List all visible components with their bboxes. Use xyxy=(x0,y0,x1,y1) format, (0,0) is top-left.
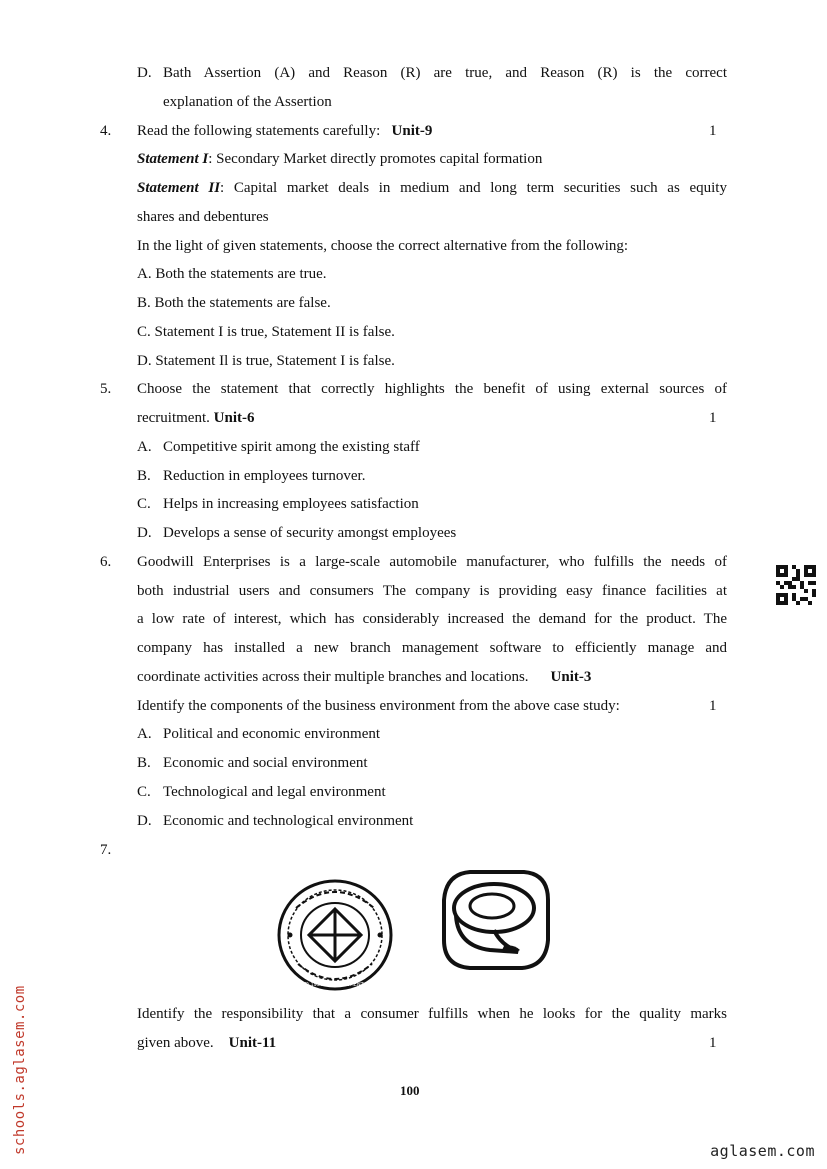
q3-option-d-letter: D. xyxy=(137,65,152,81)
q6-unit: Unit-3 xyxy=(550,669,592,685)
q6-line1: Goodwill Enterprises is a large-scale automobile manufacturer, who fulfills the needs of xyxy=(137,554,727,570)
footer-watermark: aglasem.com xyxy=(710,1142,815,1160)
q3-option-d-line2: explanation of the Assertion xyxy=(163,94,332,110)
q6-line3: a low rate of interest, which has considerably increased the demand for the product. The xyxy=(137,611,727,627)
q6-option-b-text: Economic and social environment xyxy=(163,755,368,771)
q5-option-a xyxy=(137,438,420,456)
q4-option-c: C. Statement I is true, Statement II is false. xyxy=(137,324,395,340)
q6-option-b-letter: B. xyxy=(137,755,151,771)
quality-mark-logo xyxy=(440,868,552,977)
q7-number: 7. xyxy=(100,842,112,858)
quality-seal-logo xyxy=(276,878,394,997)
q6-option-b xyxy=(137,754,368,772)
q6-option-a-letter: A. xyxy=(137,726,152,742)
q5-option-d-text: Develops a sense of security amongst employees xyxy=(163,525,457,541)
q4-unit: Unit-9 xyxy=(391,123,433,139)
q5-option-d-letter: D. xyxy=(137,525,152,541)
q5-option-b-letter: B. xyxy=(137,468,151,484)
q6-number: 6. xyxy=(100,554,112,570)
q5-unit: Unit-6 xyxy=(213,410,255,426)
q4-statement-1-label: Statement I xyxy=(137,151,209,167)
q7-unit: Unit-11 xyxy=(228,1035,277,1051)
q6-line5: coordinate activities across their multiple branches and locations. xyxy=(137,669,529,685)
q4-statement-2 xyxy=(137,179,727,197)
seal-text: CAND · AD 1937 · GOVERNMENT OF INDIA xyxy=(282,982,388,988)
q6-option-c-letter: C. xyxy=(137,784,151,800)
q4-intro: Read the following statements carefully: xyxy=(137,123,381,139)
q6-marks: 1 xyxy=(709,698,717,714)
q6-option-c-text: Technological and legal environment xyxy=(163,784,386,800)
q7-line2: given above. xyxy=(137,1035,214,1051)
q7-line1: Identify the responsibility that a consumer fulfills when he looks for the quality marks xyxy=(137,1006,727,1022)
q4-option-b: B. Both the statements are false. xyxy=(137,295,331,311)
q5-option-b-text: Reduction in employees turnover. xyxy=(163,468,366,484)
q4-option-d: D. Statement Il is true, Statement I is false. xyxy=(137,353,395,369)
q6-line2: both industrial users and consumers The company is providing easy finance facilities at xyxy=(137,583,727,599)
q6-line4: company has installed a new branch management software to efficiently manage and xyxy=(137,640,727,656)
q6-option-d-text: Economic and technological environment xyxy=(163,813,414,829)
q4-marks: 1 xyxy=(709,123,717,139)
q5-number: 5. xyxy=(100,381,112,397)
q5-option-b xyxy=(137,467,365,485)
q6-option-d xyxy=(137,812,413,830)
side-watermark: schools.aglasem.com xyxy=(12,985,28,1155)
q4-statement-1-text: : Secondary Market directly promotes capital formation xyxy=(208,151,543,167)
q3-option-d-line1: Bath Assertion (A) and Reason (R) are true, and Reason (R) is the correct xyxy=(163,65,727,81)
q5-marks: 1 xyxy=(709,410,717,426)
q7-marks: 1 xyxy=(709,1035,717,1051)
q5-option-c xyxy=(137,495,419,513)
q5-line2: recruitment. xyxy=(137,410,210,426)
q5-option-a-letter: A. xyxy=(137,439,152,455)
q4-number: 4. xyxy=(100,123,112,139)
q6-line5-row xyxy=(137,668,591,686)
q5-option-a-text: Competitive spirit among the existing staff xyxy=(163,439,420,455)
q4-statement-2-text: : Capital market deals in medium and long term securities such as equity xyxy=(220,180,727,196)
q5-option-c-letter: C. xyxy=(137,496,151,512)
qr-code[interactable] xyxy=(776,565,816,610)
q5-option-d xyxy=(137,524,456,542)
q6-option-a xyxy=(137,725,380,743)
q4-statement-2-cont: shares and debentures xyxy=(137,209,269,225)
q5-option-c-text: Helps in increasing employees satisfaction xyxy=(163,496,419,512)
q6-option-a-text: Political and economic environment xyxy=(163,726,381,742)
q6-prompt: Identify the components of the business environment from the above case study: xyxy=(137,698,620,714)
q6-option-d-letter: D. xyxy=(137,813,152,829)
page-number: 100 xyxy=(400,1083,420,1098)
q4-statement-1 xyxy=(137,150,542,168)
q5-line1: Choose the statement that correctly highlights the benefit of using external sources of xyxy=(137,381,727,397)
q4-statement-2-label: Statement II xyxy=(137,180,221,196)
q4-option-a: A. Both the statements are true. xyxy=(137,266,327,282)
q4-prompt: In the light of given statements, choose the correct alternative from the following: xyxy=(137,238,629,254)
q6-option-c xyxy=(137,783,386,801)
